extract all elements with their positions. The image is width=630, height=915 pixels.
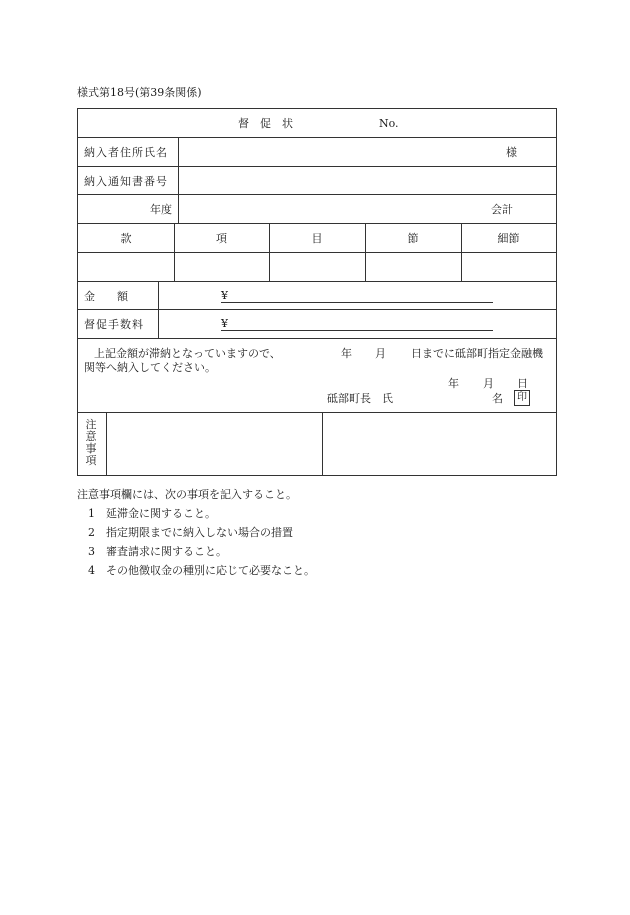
form-number-label: 様式第18号(第39条関係) (77, 86, 202, 99)
instruction-number: 3 (88, 545, 95, 558)
seal-mark: 印 (514, 390, 530, 406)
amount-label-divider (158, 281, 159, 338)
row-divider (78, 137, 556, 138)
fee-yen-mark: ¥ (221, 317, 228, 330)
message-year: 年 (341, 347, 352, 360)
row-divider (78, 338, 556, 339)
row-divider (78, 223, 556, 224)
row-divider (78, 281, 556, 282)
message-month: 月 (375, 347, 386, 360)
header-moku: 目 (311, 232, 323, 245)
instruction-text: 延滞金に関すること。 (106, 507, 216, 520)
row-divider (78, 252, 556, 253)
issuer-name-char: 名 (492, 392, 503, 405)
issue-month: 月 (483, 377, 494, 390)
account-label: 会計 (491, 203, 513, 216)
form-title: 督 促 状 (238, 117, 293, 130)
header-saisetsu: 細節 (497, 232, 520, 245)
notes-label: 注意事項 (85, 418, 97, 467)
row-divider (78, 166, 556, 167)
payer-name-label: 納入者住所氏名 (84, 146, 168, 159)
issue-year: 年 (448, 377, 459, 390)
header-kan: 款 (120, 232, 132, 245)
demand-notice-form (77, 108, 557, 476)
notes-column-divider (322, 412, 323, 476)
message-line1: 上記金額が滞納となっていますので、 (94, 347, 281, 360)
instruction-text: 指定期限までに納入しない場合の措置 (106, 526, 293, 539)
row-divider (78, 412, 556, 413)
instruction-number: 2 (88, 526, 95, 539)
label-column-divider (178, 137, 179, 223)
notice-number-label: 納入通知書番号 (84, 175, 168, 188)
issuer-title: 砥部町長 氏 (327, 392, 393, 405)
header-kou: 項 (216, 232, 227, 245)
number-label: No. (379, 117, 399, 130)
instruction-text: 審査請求に関すること。 (106, 545, 227, 558)
message-deadline: 日までに砥部町指定金融機 (411, 347, 543, 360)
honorific: 様 (506, 146, 517, 159)
amount-yen-mark: ¥ (221, 289, 228, 302)
amount-underline (221, 302, 493, 303)
instruction-number: 1 (88, 507, 95, 520)
instruction-number: 4 (88, 564, 95, 577)
instructions-intro: 注意事項欄には、次の事項を記入すること。 (77, 488, 297, 501)
amount-label: 金 額 (84, 290, 128, 303)
notes-label-divider (106, 412, 107, 476)
issue-day: 日 (517, 377, 528, 390)
row-divider (78, 194, 556, 195)
message-line2: 関等へ納入してください。 (84, 361, 216, 374)
fee-label: 督促手数料 (84, 318, 144, 331)
header-setsu: 節 (407, 232, 419, 245)
row-divider (78, 309, 556, 310)
instruction-text: その他徴収金の種別に応じて必要なこと。 (106, 564, 315, 577)
fee-underline (221, 330, 493, 331)
fiscal-year-label: 年度 (150, 203, 172, 216)
